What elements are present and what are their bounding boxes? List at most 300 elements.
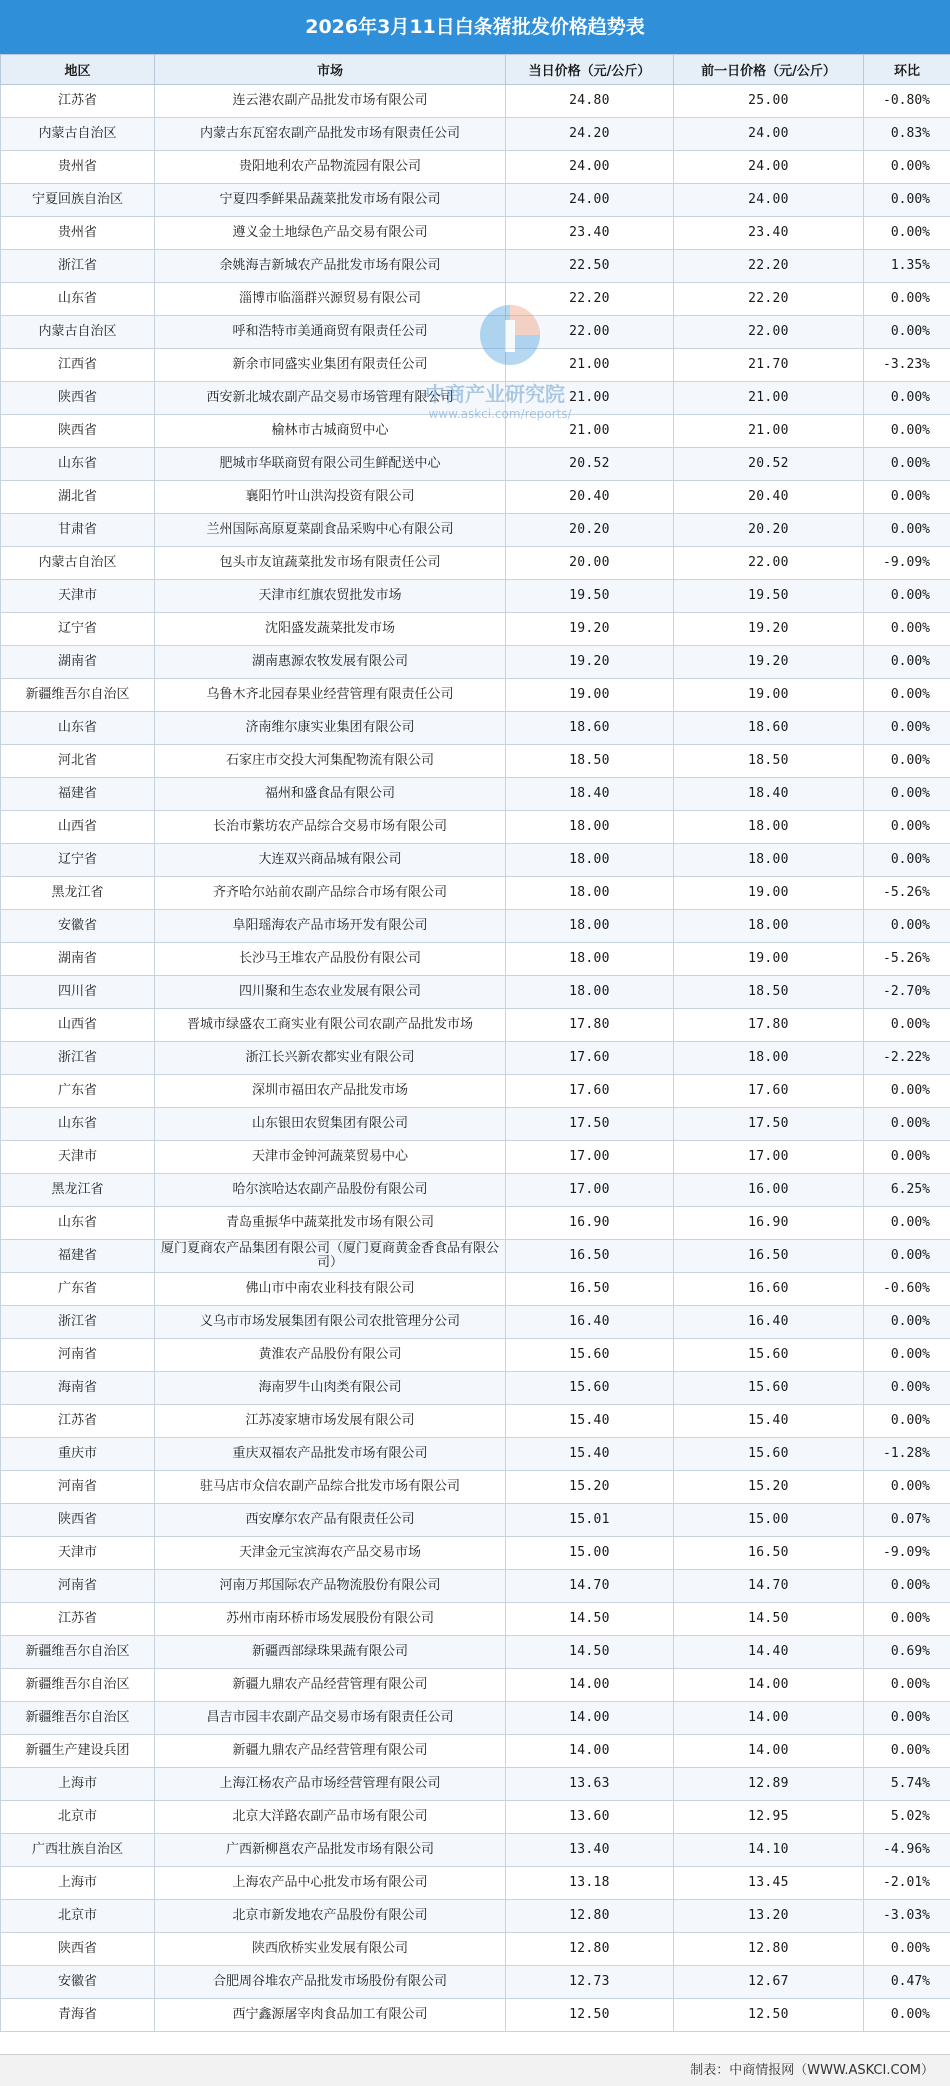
table-row: [1, 1603, 950, 1636]
cell-today-price: 16.90: [506, 1207, 674, 1240]
cell-change: -3.23%: [864, 349, 950, 382]
cell-prev-price: 19.00: [674, 877, 864, 910]
table-row: [1, 1735, 950, 1768]
cell-today-price: 17.80: [506, 1009, 674, 1042]
table-row: [1, 1537, 950, 1570]
cell-region: 湖南省: [1, 646, 155, 679]
cell-market: 苏州市南环桥市场发展股份有限公司: [155, 1603, 506, 1636]
cell-region: 内蒙古自治区: [1, 118, 155, 151]
cell-change: 0.00%: [864, 811, 950, 844]
cell-prev-price: 15.60: [674, 1372, 864, 1405]
table-row: [1, 1438, 950, 1471]
cell-market: 长沙马王堆农产品股份有限公司: [155, 943, 506, 976]
cell-today-price: 19.00: [506, 679, 674, 712]
cell-region: 安徽省: [1, 1966, 155, 1999]
table-row: [1, 976, 950, 1009]
cell-change: 0.00%: [864, 184, 950, 217]
table-row: [1, 943, 950, 976]
cell-change: 0.00%: [864, 1141, 950, 1174]
cell-market: 新疆西部绿珠果蔬有限公司: [155, 1636, 506, 1669]
cell-today-price: 24.20: [506, 118, 674, 151]
cell-change: 0.00%: [864, 1603, 950, 1636]
table-row: [1, 1966, 950, 1999]
table-row: [1, 580, 950, 613]
cell-prev-price: 19.50: [674, 580, 864, 613]
cell-change: 0.00%: [864, 580, 950, 613]
header-market: 市场: [155, 55, 506, 85]
cell-prev-price: 12.50: [674, 1999, 864, 2032]
cell-change: 0.00%: [864, 1240, 950, 1273]
cell-prev-price: 24.00: [674, 184, 864, 217]
cell-today-price: 13.40: [506, 1834, 674, 1867]
cell-today-price: 12.80: [506, 1933, 674, 1966]
cell-market: 包头市友谊蔬菜批发市场有限责任公司: [155, 547, 506, 580]
cell-prev-price: 12.89: [674, 1768, 864, 1801]
cell-prev-price: 16.50: [674, 1537, 864, 1570]
cell-prev-price: 16.40: [674, 1306, 864, 1339]
cell-market: 天津市金钟河蔬菜贸易中心: [155, 1141, 506, 1174]
cell-region: 河南省: [1, 1339, 155, 1372]
cell-change: 0.00%: [864, 778, 950, 811]
cell-change: 6.25%: [864, 1174, 950, 1207]
cell-today-price: 17.60: [506, 1075, 674, 1108]
table-row: [1, 1570, 950, 1603]
cell-change: 0.00%: [864, 613, 950, 646]
table-row: [1, 745, 950, 778]
table-row: [1, 382, 950, 415]
cell-market: 四川聚和生态农业发展有限公司: [155, 976, 506, 1009]
cell-change: 0.00%: [864, 316, 950, 349]
cell-market: 新余市同盛实业集团有限责任公司: [155, 349, 506, 382]
cell-prev-price: 20.40: [674, 481, 864, 514]
cell-today-price: 20.40: [506, 481, 674, 514]
cell-today-price: 15.20: [506, 1471, 674, 1504]
cell-change: 0.00%: [864, 1405, 950, 1438]
table-row: [1, 514, 950, 547]
cell-today-price: 18.00: [506, 976, 674, 1009]
cell-region: 广东省: [1, 1273, 155, 1306]
cell-change: 0.00%: [864, 448, 950, 481]
cell-change: 0.00%: [864, 1339, 950, 1372]
cell-today-price: 16.50: [506, 1240, 674, 1273]
cell-region: 上海市: [1, 1867, 155, 1900]
cell-region: 内蒙古自治区: [1, 316, 155, 349]
cell-region: 贵州省: [1, 217, 155, 250]
cell-change: 0.00%: [864, 844, 950, 877]
table-row: [1, 547, 950, 580]
cell-today-price: 24.80: [506, 85, 674, 118]
cell-market: 呼和浩特市美通商贸有限责任公司: [155, 316, 506, 349]
table-row: [1, 1834, 950, 1867]
cell-market: 陕西欣桥实业发展有限公司: [155, 1933, 506, 1966]
cell-market: 连云港农副产品批发市场有限公司: [155, 85, 506, 118]
table-row: [1, 1075, 950, 1108]
cell-market: 晋城市绿盛农工商实业有限公司农副产品批发市场: [155, 1009, 506, 1042]
header-region: 地区: [1, 55, 155, 85]
table-row: [1, 844, 950, 877]
cell-prev-price: 19.00: [674, 679, 864, 712]
cell-change: 0.00%: [864, 283, 950, 316]
cell-prev-price: 20.52: [674, 448, 864, 481]
cell-region: 山东省: [1, 1207, 155, 1240]
cell-today-price: 20.20: [506, 514, 674, 547]
table-title: 2026年3月11日白条猪批发价格趋势表: [0, 0, 950, 54]
cell-change: 0.00%: [864, 481, 950, 514]
cell-today-price: 15.01: [506, 1504, 674, 1537]
cell-today-price: 20.00: [506, 547, 674, 580]
cell-change: 0.00%: [864, 1999, 950, 2032]
table-row: [1, 250, 950, 283]
cell-change: 5.02%: [864, 1801, 950, 1834]
cell-region: 海南省: [1, 1372, 155, 1405]
cell-region: 黑龙江省: [1, 877, 155, 910]
cell-change: 0.00%: [864, 712, 950, 745]
cell-today-price: 12.50: [506, 1999, 674, 2032]
cell-today-price: 17.00: [506, 1174, 674, 1207]
cell-prev-price: 22.00: [674, 547, 864, 580]
cell-change: -4.96%: [864, 1834, 950, 1867]
cell-change: 0.00%: [864, 415, 950, 448]
cell-market: 长治市紫坊农产品综合交易市场有限公司: [155, 811, 506, 844]
cell-prev-price: 24.00: [674, 151, 864, 184]
table-row: [1, 151, 950, 184]
cell-prev-price: 19.00: [674, 943, 864, 976]
table-row: [1, 1108, 950, 1141]
cell-prev-price: 21.70: [674, 349, 864, 382]
cell-today-price: 21.00: [506, 415, 674, 448]
table-row: [1, 1174, 950, 1207]
table-body: [1, 85, 950, 2032]
cell-today-price: 14.50: [506, 1603, 674, 1636]
table-row: [1, 877, 950, 910]
cell-prev-price: 14.50: [674, 1603, 864, 1636]
cell-region: 浙江省: [1, 1306, 155, 1339]
table-row: [1, 1009, 950, 1042]
cell-today-price: 17.60: [506, 1042, 674, 1075]
cell-today-price: 23.40: [506, 217, 674, 250]
cell-change: -0.80%: [864, 85, 950, 118]
cell-region: 四川省: [1, 976, 155, 1009]
cell-region: 新疆生产建设兵团: [1, 1735, 155, 1768]
cell-change: 0.00%: [864, 1933, 950, 1966]
cell-market: 福州和盛食品有限公司: [155, 778, 506, 811]
cell-prev-price: 16.60: [674, 1273, 864, 1306]
cell-prev-price: 17.80: [674, 1009, 864, 1042]
cell-market: 哈尔滨哈达农副产品股份有限公司: [155, 1174, 506, 1207]
cell-market: 榆林市古城商贸中心: [155, 415, 506, 448]
cell-region: 辽宁省: [1, 613, 155, 646]
cell-market: 济南维尔康实业集团有限公司: [155, 712, 506, 745]
table-row: [1, 910, 950, 943]
cell-region: 安徽省: [1, 910, 155, 943]
cell-region: 陕西省: [1, 1504, 155, 1537]
cell-today-price: 12.73: [506, 1966, 674, 1999]
cell-region: 陕西省: [1, 382, 155, 415]
cell-market: 淄博市临淄群兴源贸易有限公司: [155, 283, 506, 316]
cell-change: 5.74%: [864, 1768, 950, 1801]
header-today-price: 当日价格（元/公斤）: [506, 55, 674, 85]
cell-region: 陕西省: [1, 1933, 155, 1966]
cell-change: 0.00%: [864, 1075, 950, 1108]
cell-prev-price: 18.00: [674, 910, 864, 943]
table-row: [1, 481, 950, 514]
cell-region: 贵州省: [1, 151, 155, 184]
header-row: [1, 55, 950, 85]
table-row: [1, 613, 950, 646]
cell-market: 西宁鑫源屠宰肉食品加工有限公司: [155, 1999, 506, 2032]
cell-today-price: 18.00: [506, 910, 674, 943]
cell-market: 天津金元宝滨海农产品交易市场: [155, 1537, 506, 1570]
cell-change: 0.00%: [864, 1009, 950, 1042]
cell-change: -2.22%: [864, 1042, 950, 1075]
cell-change: 1.35%: [864, 250, 950, 283]
cell-region: 内蒙古自治区: [1, 547, 155, 580]
cell-change: 0.47%: [864, 1966, 950, 1999]
header-change: 环比: [864, 55, 950, 85]
cell-region: 河北省: [1, 745, 155, 778]
cell-region: 青海省: [1, 1999, 155, 2032]
cell-region: 浙江省: [1, 1042, 155, 1075]
cell-prev-price: 14.00: [674, 1735, 864, 1768]
cell-region: 辽宁省: [1, 844, 155, 877]
cell-prev-price: 12.80: [674, 1933, 864, 1966]
cell-market: 北京市新发地农产品股份有限公司: [155, 1900, 506, 1933]
cell-market: 襄阳竹叶山洪沟投资有限公司: [155, 481, 506, 514]
cell-prev-price: 13.45: [674, 1867, 864, 1900]
cell-change: -9.09%: [864, 1537, 950, 1570]
cell-change: -5.26%: [864, 943, 950, 976]
header-prev-price: 前一日价格（元/公斤）: [674, 55, 864, 85]
cell-market: 兰州国际高原夏菜副食品采购中心有限公司: [155, 514, 506, 547]
cell-prev-price: 18.60: [674, 712, 864, 745]
table-row: [1, 1999, 950, 2032]
table-row: [1, 1933, 950, 1966]
cell-change: -2.01%: [864, 1867, 950, 1900]
cell-prev-price: 22.20: [674, 250, 864, 283]
cell-market: 内蒙古东瓦窑农副产品批发市场有限责任公司: [155, 118, 506, 151]
cell-today-price: 16.40: [506, 1306, 674, 1339]
cell-today-price: 13.63: [506, 1768, 674, 1801]
cell-region: 江苏省: [1, 1603, 155, 1636]
cell-region: 新疆维吾尔自治区: [1, 679, 155, 712]
watermark-url: www.askci.com/reports/: [428, 407, 572, 421]
cell-prev-price: 15.40: [674, 1405, 864, 1438]
cell-today-price: 13.60: [506, 1801, 674, 1834]
cell-region: 江苏省: [1, 85, 155, 118]
cell-change: -0.60%: [864, 1273, 950, 1306]
cell-market: 厦门夏商农产品集团有限公司（厦门夏商黄金香食品有限公司）: [155, 1240, 506, 1273]
table-row: [1, 1339, 950, 1372]
cell-prev-price: 16.00: [674, 1174, 864, 1207]
cell-change: 0.00%: [864, 514, 950, 547]
cell-market: 海南罗牛山肉类有限公司: [155, 1372, 506, 1405]
cell-today-price: 22.20: [506, 283, 674, 316]
cell-today-price: 13.18: [506, 1867, 674, 1900]
cell-today-price: 21.00: [506, 349, 674, 382]
table-row: [1, 1867, 950, 1900]
table-row: [1, 1240, 950, 1273]
cell-region: 黑龙江省: [1, 1174, 155, 1207]
cell-change: 0.00%: [864, 1108, 950, 1141]
table-row: [1, 349, 950, 382]
cell-today-price: 15.60: [506, 1372, 674, 1405]
cell-prev-price: 21.00: [674, 415, 864, 448]
cell-market: 肥城市华联商贸有限公司生鲜配送中心: [155, 448, 506, 481]
cell-market: 上海农产品中心批发市场有限公司: [155, 1867, 506, 1900]
table-row: [1, 1768, 950, 1801]
cell-today-price: 22.00: [506, 316, 674, 349]
cell-change: 0.00%: [864, 151, 950, 184]
cell-market: 西安摩尔农产品有限责任公司: [155, 1504, 506, 1537]
cell-change: 0.69%: [864, 1636, 950, 1669]
cell-region: 新疆维吾尔自治区: [1, 1669, 155, 1702]
cell-prev-price: 19.20: [674, 613, 864, 646]
cell-region: 山西省: [1, 1009, 155, 1042]
cell-prev-price: 18.50: [674, 976, 864, 1009]
cell-region: 天津市: [1, 1141, 155, 1174]
cell-prev-price: 15.20: [674, 1471, 864, 1504]
cell-today-price: 22.50: [506, 250, 674, 283]
cell-change: -5.26%: [864, 877, 950, 910]
cell-region: 广东省: [1, 1075, 155, 1108]
cell-change: 0.00%: [864, 1570, 950, 1603]
cell-market: 余姚海吉新城农产品批发市场有限公司: [155, 250, 506, 283]
cell-market: 广西新柳邕农产品批发市场有限公司: [155, 1834, 506, 1867]
table-row: [1, 448, 950, 481]
cell-region: 新疆维吾尔自治区: [1, 1636, 155, 1669]
cell-change: 0.00%: [864, 1471, 950, 1504]
cell-region: 河南省: [1, 1570, 155, 1603]
cell-prev-price: 19.20: [674, 646, 864, 679]
cell-market: 新疆九鼎农产品经营管理有限公司: [155, 1669, 506, 1702]
cell-market: 山东银田农贸集团有限公司: [155, 1108, 506, 1141]
watermark-text: 中商产业研究院: [425, 382, 565, 406]
cell-market: 阜阳瑶海农产品市场开发有限公司: [155, 910, 506, 943]
cell-prev-price: 23.40: [674, 217, 864, 250]
cell-today-price: 15.40: [506, 1438, 674, 1471]
cell-region: 新疆维吾尔自治区: [1, 1702, 155, 1735]
cell-region: 广西壮族自治区: [1, 1834, 155, 1867]
cell-prev-price: 18.00: [674, 844, 864, 877]
cell-region: 重庆市: [1, 1438, 155, 1471]
table-row: [1, 1273, 950, 1306]
cell-market: 佛山市中南农业科技有限公司: [155, 1273, 506, 1306]
cell-today-price: 20.52: [506, 448, 674, 481]
cell-change: 0.00%: [864, 646, 950, 679]
cell-market: 合肥周谷堆农产品批发市场股份有限公司: [155, 1966, 506, 1999]
cell-change: 0.00%: [864, 1735, 950, 1768]
cell-market: 西安新北城农副产品交易市场管理有限公司: [155, 382, 506, 415]
cell-change: 0.00%: [864, 1207, 950, 1240]
cell-prev-price: 14.00: [674, 1702, 864, 1735]
cell-today-price: 18.60: [506, 712, 674, 745]
table-row: [1, 1405, 950, 1438]
cell-prev-price: 22.00: [674, 316, 864, 349]
cell-market: 沈阳盛发蔬菜批发市场: [155, 613, 506, 646]
cell-prev-price: 22.20: [674, 283, 864, 316]
cell-market: 重庆双福农产品批发市场有限公司: [155, 1438, 506, 1471]
cell-market: 上海江杨农产品市场经营管理有限公司: [155, 1768, 506, 1801]
cell-region: 山东省: [1, 712, 155, 745]
cell-region: 河南省: [1, 1471, 155, 1504]
cell-market: 青岛重振华中蔬菜批发市场有限公司: [155, 1207, 506, 1240]
cell-market: 天津市红旗农贸批发市场: [155, 580, 506, 613]
cell-market: 河南万邦国际农产品物流股份有限公司: [155, 1570, 506, 1603]
cell-today-price: 19.50: [506, 580, 674, 613]
cell-today-price: 17.50: [506, 1108, 674, 1141]
table-row: [1, 1141, 950, 1174]
cell-prev-price: 15.60: [674, 1438, 864, 1471]
cell-region: 湖北省: [1, 481, 155, 514]
cell-market: 宁夏四季鲜果品蔬菜批发市场有限公司: [155, 184, 506, 217]
cell-region: 福建省: [1, 1240, 155, 1273]
cell-today-price: 18.50: [506, 745, 674, 778]
cell-region: 宁夏回族自治区: [1, 184, 155, 217]
cell-prev-price: 20.20: [674, 514, 864, 547]
cell-region: 天津市: [1, 1537, 155, 1570]
cell-region: 上海市: [1, 1768, 155, 1801]
cell-prev-price: 25.00: [674, 85, 864, 118]
cell-today-price: 18.00: [506, 844, 674, 877]
cell-today-price: 12.80: [506, 1900, 674, 1933]
table-row: [1, 646, 950, 679]
footer-source: 制表：中商情报网（WWW.ASKCI.COM）: [0, 2054, 950, 2086]
cell-market: 驻马店市众信农副产品综合批发市场有限公司: [155, 1471, 506, 1504]
cell-market: 义乌市市场发展集团有限公司农批管理分公司: [155, 1306, 506, 1339]
cell-market: 黄淮农产品股份有限公司: [155, 1339, 506, 1372]
cell-change: 0.00%: [864, 217, 950, 250]
table-row: [1, 1900, 950, 1933]
cell-today-price: 18.00: [506, 943, 674, 976]
table-row: [1, 85, 950, 118]
cell-prev-price: 18.00: [674, 1042, 864, 1075]
cell-region: 湖南省: [1, 943, 155, 976]
table-row: [1, 679, 950, 712]
cell-today-price: 15.40: [506, 1405, 674, 1438]
cell-today-price: 18.40: [506, 778, 674, 811]
cell-prev-price: 15.00: [674, 1504, 864, 1537]
cell-today-price: 21.00: [506, 382, 674, 415]
cell-change: 0.00%: [864, 382, 950, 415]
cell-prev-price: 14.70: [674, 1570, 864, 1603]
table-row: [1, 1372, 950, 1405]
cell-region: 山东省: [1, 283, 155, 316]
cell-market: 深圳市福田农产品批发市场: [155, 1075, 506, 1108]
cell-today-price: 14.00: [506, 1669, 674, 1702]
cell-prev-price: 15.60: [674, 1339, 864, 1372]
cell-change: 0.00%: [864, 1372, 950, 1405]
cell-prev-price: 16.90: [674, 1207, 864, 1240]
cell-change: 0.00%: [864, 1306, 950, 1339]
cell-prev-price: 18.50: [674, 745, 864, 778]
cell-change: 0.00%: [864, 910, 950, 943]
cell-prev-price: 13.20: [674, 1900, 864, 1933]
cell-change: 0.00%: [864, 1702, 950, 1735]
cell-prev-price: 21.00: [674, 382, 864, 415]
cell-region: 山西省: [1, 811, 155, 844]
cell-region: 天津市: [1, 580, 155, 613]
cell-region: 北京市: [1, 1801, 155, 1834]
table-row: [1, 283, 950, 316]
table-row: [1, 1636, 950, 1669]
cell-prev-price: 12.95: [674, 1801, 864, 1834]
cell-prev-price: 17.60: [674, 1075, 864, 1108]
table-row: [1, 778, 950, 811]
cell-change: -9.09%: [864, 547, 950, 580]
cell-region: 江西省: [1, 349, 155, 382]
cell-prev-price: 14.10: [674, 1834, 864, 1867]
cell-change: 0.00%: [864, 745, 950, 778]
